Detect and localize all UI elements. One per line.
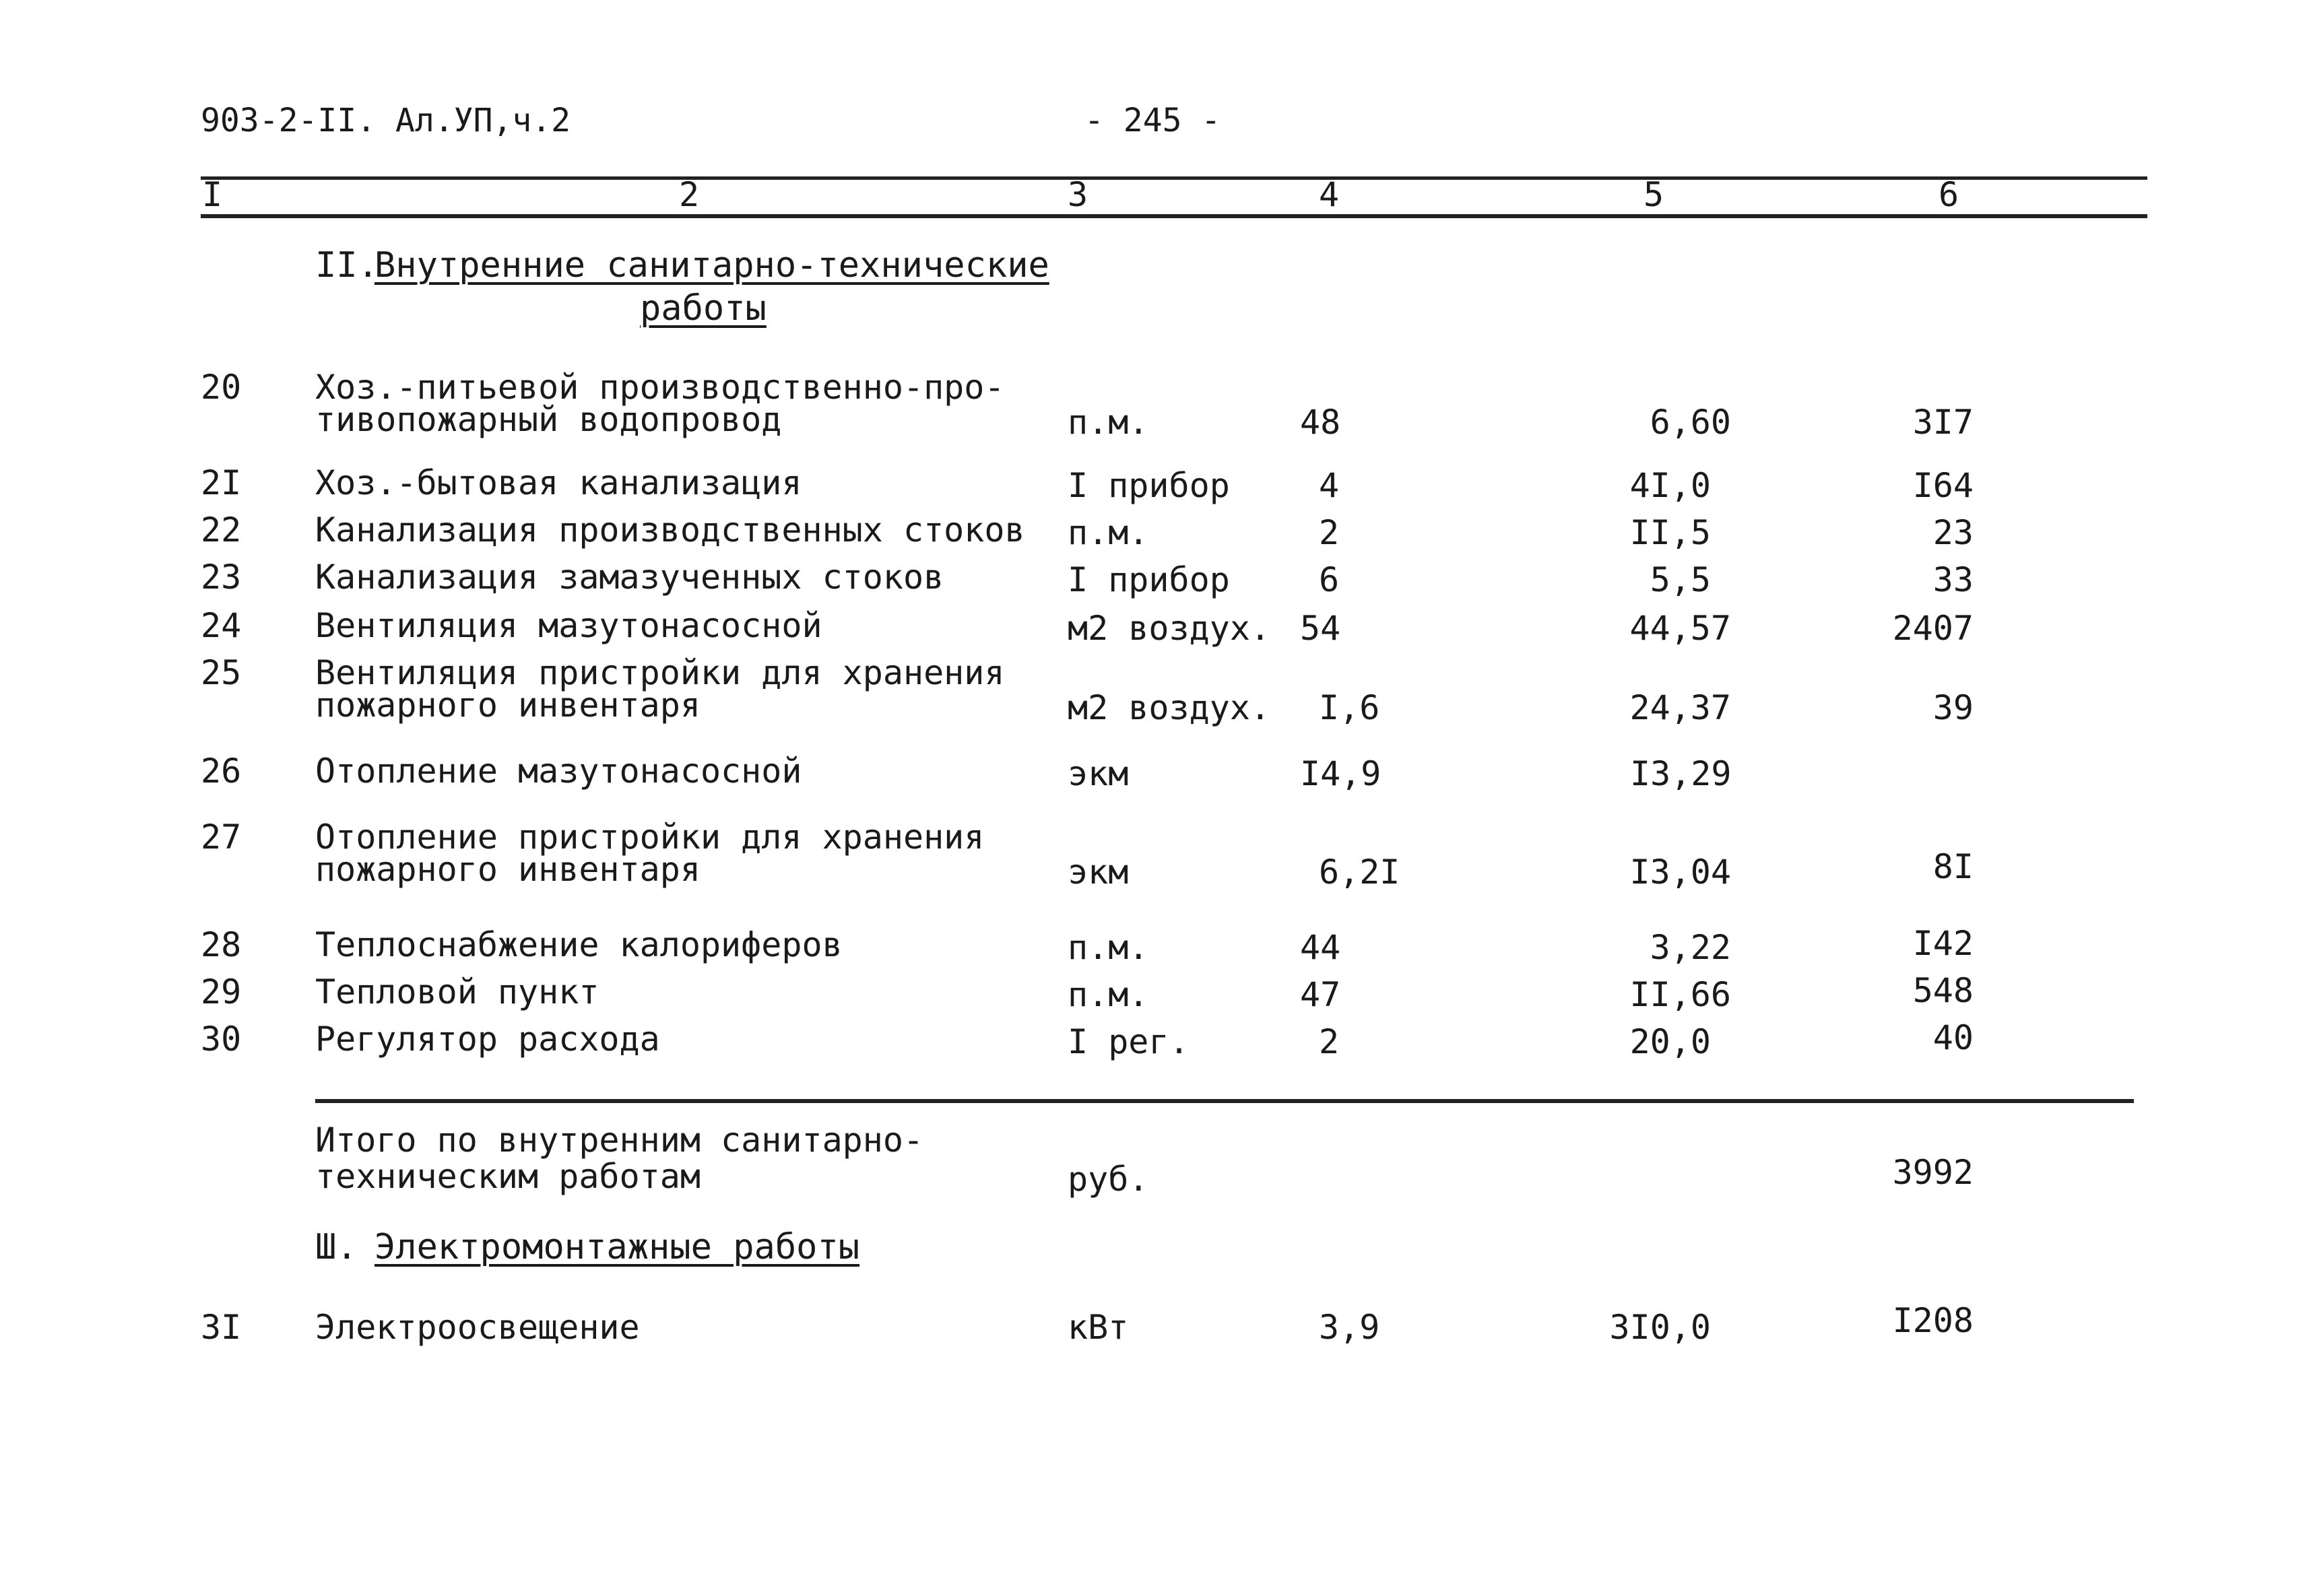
row-name-line1: Отопление мазутонасосной [315,752,802,791]
row-unit-price: 4I,0 [1629,466,1711,505]
row-quantity: 3,9 [1319,1308,1380,1347]
row-total: 23 [1932,513,1974,552]
row-name-line1: Вентиляция пристройки для хранения [315,653,1005,692]
row-quantity: I4,9 [1300,754,1381,793]
row-unit-price: I3,29 [1630,754,1732,793]
column-number-1: I [202,175,223,214]
subtotal-rule [315,1099,2134,1103]
row-total: I64 [1912,466,1974,505]
row-name-line1: Электроосвещение [315,1308,640,1347]
row-unit: I рег. [1068,1022,1190,1061]
row-number: 3I [201,1308,242,1347]
row-total: 33 [1932,560,1974,599]
row-unit-price: I3,04 [1629,853,1731,892]
row-unit: экм [1068,754,1129,793]
column-number-4: 4 [1319,175,1340,214]
row-name-line1: Тепловой пункт [315,972,599,1011]
row-unit: кВт [1068,1308,1129,1347]
row-total: 3I7 [1912,403,1974,442]
row-quantity: 47 [1300,975,1341,1014]
row-name-line1: Вентиляция мазутонасосной [315,606,822,645]
row-unit: п.м. [1068,975,1149,1014]
row-number: 25 [201,653,242,692]
section-3-title: Электромонтажные работы [375,1227,860,1267]
row-unit: I прибор [1068,560,1230,599]
row-unit-price: 20,0 [1629,1022,1711,1061]
row-unit-price: 6,60 [1650,403,1731,442]
row-unit-price: II,5 [1629,513,1711,552]
row-total: 39 [1932,688,1974,727]
section-2-numeral: II. [315,245,379,286]
row-quantity: I,6 [1319,688,1380,727]
row-unit: экм [1068,853,1129,892]
row-name-line1: Хоз.-бытовая канализация [315,463,802,502]
row-quantity: 6,2I [1319,853,1400,892]
row-unit-price: 5,5 [1650,560,1711,599]
row-name-line1: Отопление пристройки для хранения [315,818,985,857]
row-total: 8I [1932,847,1974,886]
row-unit-price: 3I0,0 [1609,1308,1711,1347]
row-unit-price: 24,37 [1629,688,1731,727]
subtotal-label-line2: техническим работам [315,1157,701,1196]
row-unit: п.м. [1068,513,1149,552]
column-number-6: 6 [1939,175,1959,214]
table-header-rule [201,214,2147,218]
subtotal-label-line1: Итого по внутренним санитарно- [315,1121,924,1160]
row-name-line1: Хоз.-питьевой производственно-про- [315,368,1005,407]
row-unit-price: II,66 [1629,975,1731,1014]
row-number: 2I [201,463,242,502]
section-3-numeral: Ш. [315,1227,358,1267]
row-quantity: 54 [1300,609,1341,648]
page-number: - 245 - [1084,102,1221,139]
column-number-2: 2 [679,175,700,214]
row-number: 23 [201,558,242,597]
subtotal-total: 3992 [1892,1153,1974,1192]
row-total: 2407 [1892,609,1974,648]
row-number: 29 [201,972,242,1011]
row-unit: м2 воздух. [1068,688,1271,727]
document-code: 903-2-II. Ал.УП,ч.2 [201,102,571,139]
row-number: 30 [201,1020,242,1059]
row-name-line2: тивопожарный водопровод [315,400,782,439]
row-name-line2: пожарного инвентаря [315,850,701,889]
row-total: I208 [1892,1301,1974,1340]
row-number: 20 [201,368,242,407]
row-total: 40 [1932,1018,1974,1057]
subtotal-unit: руб. [1068,1160,1149,1199]
row-unit: п.м. [1068,403,1149,442]
row-name-line1: Регулятор расхода [315,1020,660,1059]
row-name-line1: Теплоснабжение калориферов [315,925,843,964]
row-number: 26 [201,752,242,791]
row-unit-price: 44,57 [1629,609,1731,648]
row-number: 22 [201,510,242,550]
section-2-title-line2: работы [640,288,767,329]
row-name-line2: пожарного инвентаря [315,686,701,725]
row-quantity: 2 [1319,1022,1340,1061]
row-unit: п.м. [1068,928,1149,967]
column-number-3: 3 [1068,175,1088,214]
row-quantity: 2 [1319,513,1340,552]
row-number: 28 [201,925,242,964]
row-number: 24 [201,606,242,645]
row-name-line1: Канализация замазученных стоков [315,558,944,597]
row-unit: м2 воздух. [1068,609,1271,648]
column-number-5: 5 [1643,175,1664,214]
row-quantity: 4 [1319,466,1340,505]
row-name-line1: Канализация производственных стоков [315,510,1025,550]
section-2-title-line1: Внутренние санитарно-технические [375,245,1049,286]
row-total: 548 [1912,971,1974,1010]
row-number: 27 [201,818,242,857]
row-total: I42 [1912,924,1974,963]
row-quantity: 6 [1319,560,1340,599]
table-top-rule [201,176,2147,180]
row-unit-price: 3,22 [1650,928,1731,967]
row-quantity: 48 [1300,403,1341,442]
row-unit: I прибор [1068,466,1230,505]
row-quantity: 44 [1300,928,1341,967]
